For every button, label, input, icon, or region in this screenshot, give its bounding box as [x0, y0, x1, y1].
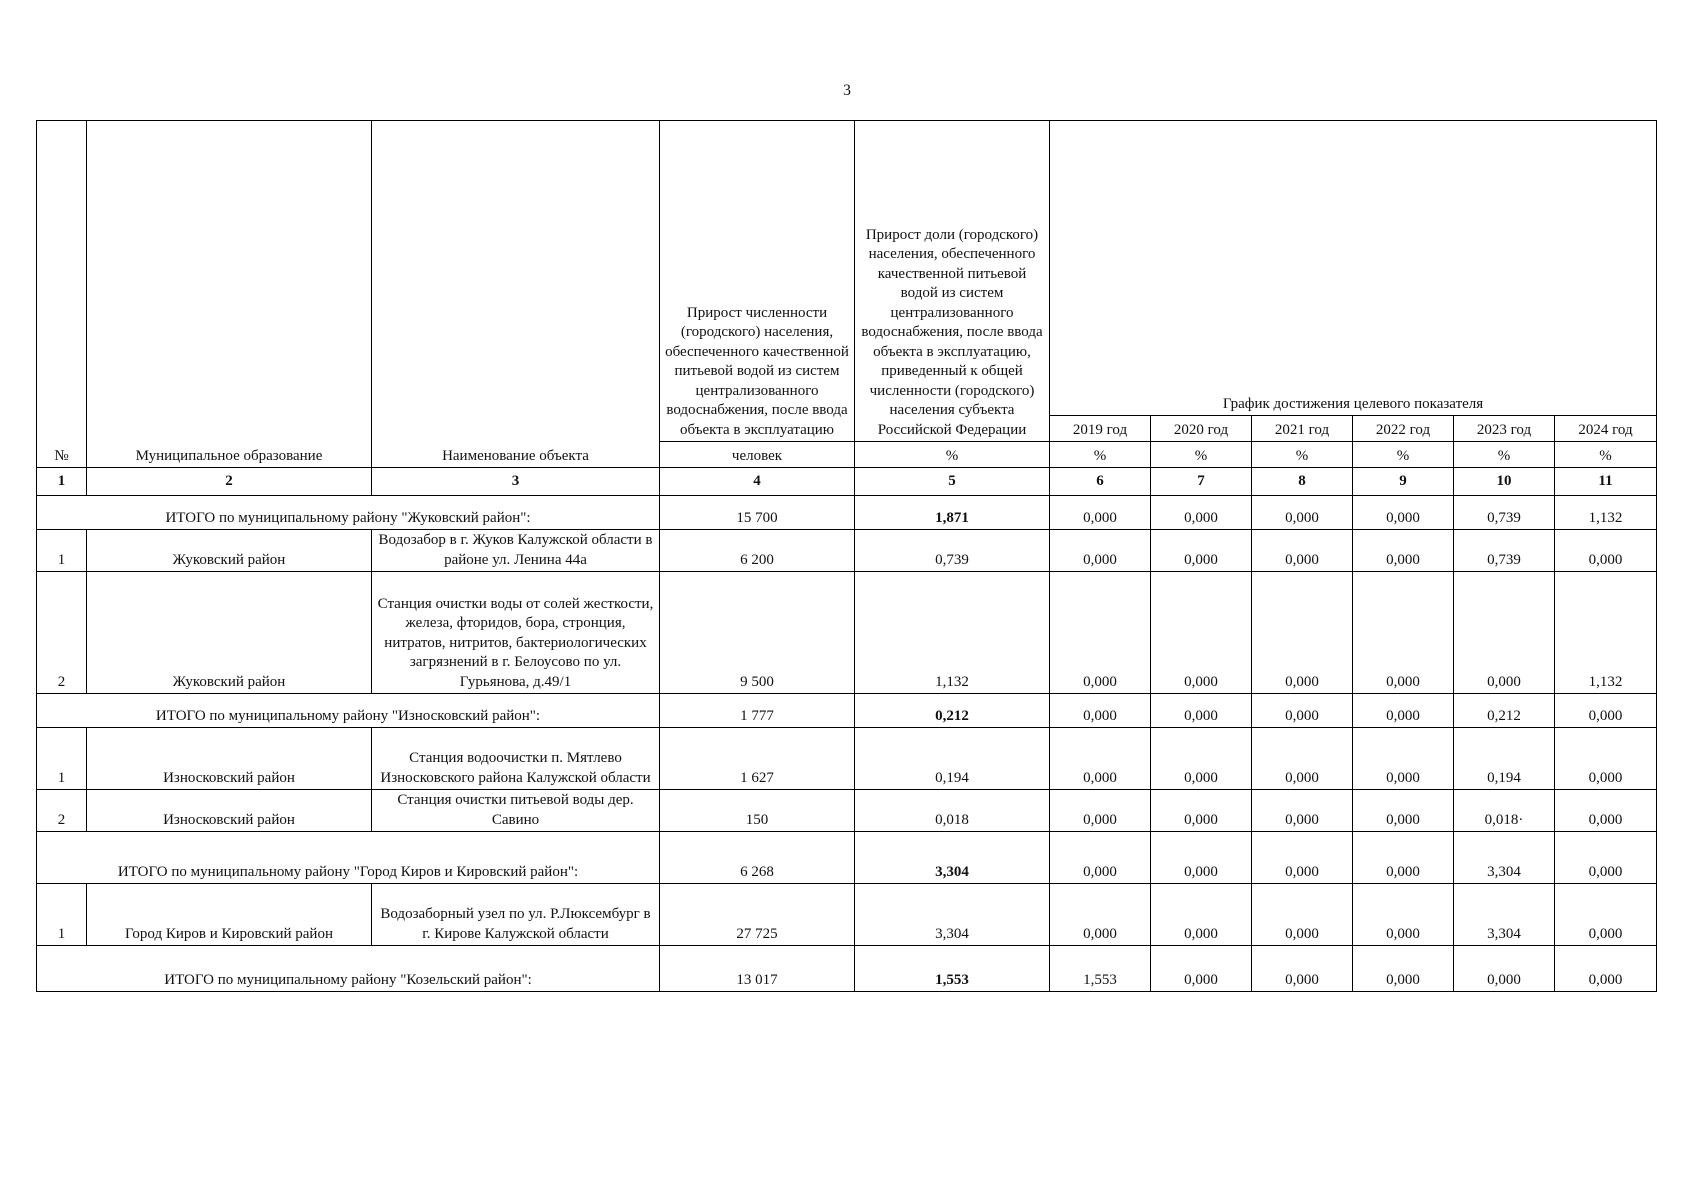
year-value: 0,000	[1050, 496, 1151, 530]
year-value: 0,000	[1050, 884, 1151, 946]
total-people: 6 268	[660, 832, 855, 884]
row-municipality: Износковский район	[87, 728, 372, 790]
column-number: 8	[1252, 468, 1353, 496]
header-object: Наименование объекта	[372, 121, 660, 468]
year-value: 0,000	[1555, 790, 1657, 832]
year-value: 0,000	[1151, 496, 1252, 530]
year-value: 0,000	[1252, 728, 1353, 790]
header-year-2019: 2019 год	[1050, 416, 1151, 442]
year-value: 0,000	[1252, 884, 1353, 946]
total-label: ИТОГО по муниципальному району "Износковский район":	[37, 694, 660, 728]
unit-2020: %	[1151, 442, 1252, 468]
column-number: 10	[1454, 468, 1555, 496]
row-people: 6 200	[660, 530, 855, 572]
row-object: Водозаборный узел по ул. Р.Люксембург в г. Кирове Калужской области	[372, 884, 660, 946]
row-municipality: Город Киров и Кировский район	[87, 884, 372, 946]
year-value: 3,304	[1454, 884, 1555, 946]
total-label: ИТОГО по муниципальному району "Жуковский район":	[37, 496, 660, 530]
year-value: 0,000	[1454, 946, 1555, 992]
header-growth-share: Прирост доли (городского) населения, обеспеченного качественной питьевой водой из систем централизованного водоснабжения, после ввода объекта в эксплуатацию, приведенный к общей численности (городского) населения субъекта Российской Федерации	[855, 121, 1050, 442]
column-number: 2	[87, 468, 372, 496]
total-share: 0,212	[855, 694, 1050, 728]
header-year-2023: 2023 год	[1454, 416, 1555, 442]
table-row	[37, 790, 1657, 832]
year-value: 1,132	[1555, 496, 1657, 530]
column-number: 9	[1353, 468, 1454, 496]
unit-people: человек	[660, 442, 855, 468]
row-municipality: Жуковский район	[87, 530, 372, 572]
year-value: 0,000	[1252, 946, 1353, 992]
year-value: 0,000	[1555, 728, 1657, 790]
year-value: 0,000	[1353, 884, 1454, 946]
row-object: Станция водоочистки п. Мятлево Износковского района Калужской области	[372, 728, 660, 790]
column-number: 3	[372, 468, 660, 496]
year-value: 0,000	[1555, 832, 1657, 884]
year-value: 0,018·	[1454, 790, 1555, 832]
row-number: 2	[37, 572, 87, 694]
total-row-iznoskov	[37, 694, 1657, 728]
year-value: 0,212	[1454, 694, 1555, 728]
column-number: 4	[660, 468, 855, 496]
header-year-2022: 2022 год	[1353, 416, 1454, 442]
table-row	[37, 728, 1657, 790]
year-value: 0,000	[1252, 572, 1353, 694]
year-value: 0,000	[1353, 728, 1454, 790]
year-value: 0,000	[1151, 946, 1252, 992]
year-value: 0,000	[1050, 832, 1151, 884]
year-value: 0,000	[1151, 832, 1252, 884]
year-value: 0,000	[1353, 572, 1454, 694]
year-value: 0,000	[1050, 694, 1151, 728]
header-year-2021: 2021 год	[1252, 416, 1353, 442]
column-number: 6	[1050, 468, 1151, 496]
unit-share: %	[855, 442, 1050, 468]
year-value: 1,553	[1050, 946, 1151, 992]
total-people: 13 017	[660, 946, 855, 992]
total-share: 3,304	[855, 832, 1050, 884]
table-row	[37, 884, 1657, 946]
year-value: 0,000	[1252, 530, 1353, 572]
row-people: 1 627	[660, 728, 855, 790]
header-growth-population: Прирост численности (городского) населения, обеспеченного качественной питьевой водой из систем централизованного водоснабжения, после ввода объекта в эксплуатацию	[660, 121, 855, 442]
row-number: 2	[37, 790, 87, 832]
year-value: 0,000	[1252, 790, 1353, 832]
year-value: 0,000	[1050, 572, 1151, 694]
column-number: 7	[1151, 468, 1252, 496]
year-value: 0,000	[1353, 496, 1454, 530]
year-value: 0,739	[1454, 530, 1555, 572]
page-number: 3	[843, 82, 851, 99]
year-value: 0,000	[1050, 530, 1151, 572]
row-municipality: Износковский район	[87, 790, 372, 832]
column-number-row	[37, 468, 1657, 496]
year-value: 0,000	[1252, 832, 1353, 884]
unit-2022: %	[1353, 442, 1454, 468]
row-share: 0,194	[855, 728, 1050, 790]
total-people: 1 777	[660, 694, 855, 728]
year-value: 0,194	[1454, 728, 1555, 790]
year-value: 0,000	[1353, 946, 1454, 992]
year-value: 0,000	[1151, 728, 1252, 790]
year-value: 1,132	[1555, 572, 1657, 694]
row-share: 3,304	[855, 884, 1050, 946]
row-number: 1	[37, 728, 87, 790]
header-schedule: График достижения целевого показателя	[1050, 121, 1657, 416]
table-row	[37, 572, 1657, 694]
header-year-2020: 2020 год	[1151, 416, 1252, 442]
row-share: 1,132	[855, 572, 1050, 694]
row-people: 9 500	[660, 572, 855, 694]
row-number: 1	[37, 884, 87, 946]
column-number: 1	[37, 468, 87, 496]
year-value: 0,000	[1151, 790, 1252, 832]
row-object: Станция очистки питьевой воды дер. Савино	[372, 790, 660, 832]
total-row-kozelsk	[37, 946, 1657, 992]
unit-2024: %	[1555, 442, 1657, 468]
row-object: Станция очистки воды от солей жесткости, железа, фторидов, бора, стронция, нитратов, нитритов, бактериологических загрязнений в г. Белоусово по ул. Гурьянова, д.49/1	[372, 572, 660, 694]
header-municipality: Муниципальное образование	[87, 121, 372, 468]
column-number: 11	[1555, 468, 1657, 496]
year-value: 0,000	[1151, 694, 1252, 728]
total-share: 1,553	[855, 946, 1050, 992]
year-value: 0,000	[1353, 832, 1454, 884]
year-value: 0,739	[1454, 496, 1555, 530]
year-value: 0,000	[1555, 694, 1657, 728]
year-value: 0,000	[1353, 694, 1454, 728]
total-people: 15 700	[660, 496, 855, 530]
total-label: ИТОГО по муниципальному району "Город Киров и Кировский район":	[37, 832, 660, 884]
unit-2023: %	[1454, 442, 1555, 468]
total-row-kirov	[37, 832, 1657, 884]
year-value: 0,000	[1555, 530, 1657, 572]
table-row	[37, 530, 1657, 572]
year-value: 0,000	[1353, 530, 1454, 572]
target-indicator-table	[36, 120, 1657, 992]
year-value: 0,000	[1555, 884, 1657, 946]
year-value: 0,000	[1151, 530, 1252, 572]
year-value: 0,000	[1252, 496, 1353, 530]
total-share: 1,871	[855, 496, 1050, 530]
row-object: Водозабор в г. Жуков Калужской области в районе ул. Ленина 44а	[372, 530, 660, 572]
year-value: 0,000	[1050, 728, 1151, 790]
year-value: 0,000	[1050, 790, 1151, 832]
row-municipality: Жуковский район	[87, 572, 372, 694]
column-number: 5	[855, 468, 1050, 496]
row-share: 0,018	[855, 790, 1050, 832]
unit-2019: %	[1050, 442, 1151, 468]
row-share: 0,739	[855, 530, 1050, 572]
row-people: 27 725	[660, 884, 855, 946]
row-people: 150	[660, 790, 855, 832]
unit-2021: %	[1252, 442, 1353, 468]
header-no: №	[37, 121, 87, 468]
year-value: 0,000	[1151, 572, 1252, 694]
total-row-zhukov	[37, 496, 1657, 530]
year-value: 0,000	[1454, 572, 1555, 694]
total-label: ИТОГО по муниципальному району "Козельский район":	[37, 946, 660, 992]
header-year-2024: 2024 год	[1555, 416, 1657, 442]
row-number: 1	[37, 530, 87, 572]
year-value: 0,000	[1252, 694, 1353, 728]
year-value: 3,304	[1454, 832, 1555, 884]
year-value: 0,000	[1151, 884, 1252, 946]
year-value: 0,000	[1555, 946, 1657, 992]
year-value: 0,000	[1353, 790, 1454, 832]
